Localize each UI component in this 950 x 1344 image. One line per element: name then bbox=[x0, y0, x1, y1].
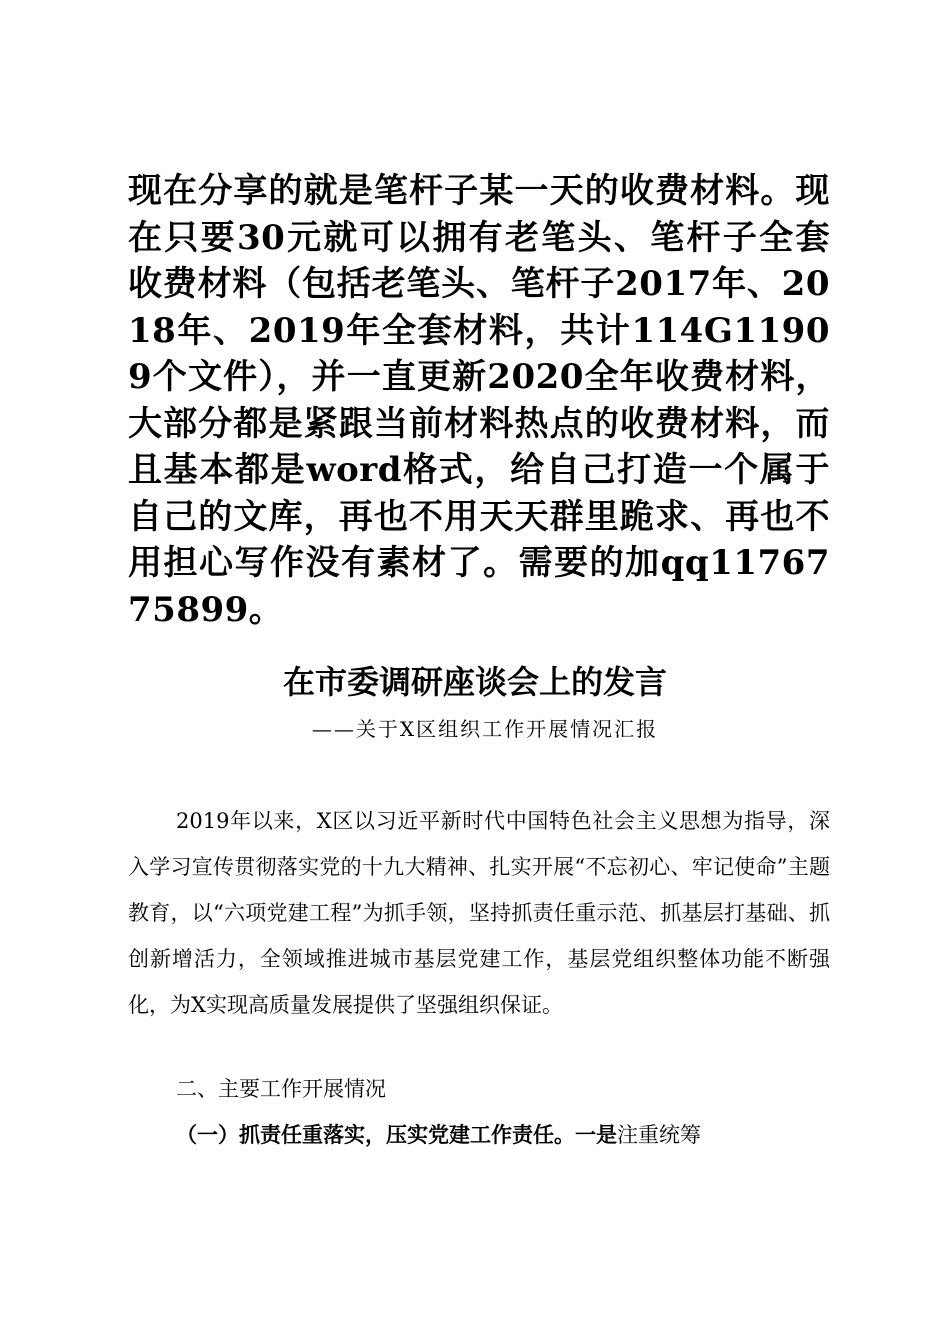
section-heading: 二、主要工作开展情况 bbox=[176, 1077, 386, 1101]
subsection-heading: （一）抓责任重落实，压实党建工作责任。 bbox=[176, 1122, 575, 1147]
document-subtitle: ——关于X区组织工作开展情况汇报 bbox=[311, 717, 659, 741]
intro-paragraph: 2019年以来，X区以习近平新时代中国特色社会主义思想为指导，深入学习宣传贯彻落实党的十九大精神、扎实开展“不忘初心、牢记使命”主题教育，以“六项党建工程”为抓手领，坚持抓责任重示范、抓基层打基础、抓创新增活力，全领域推进城市基层党建工作，基层党组织整体功能不断强化，为X实现高质量发展提供了坚强组织保证。 bbox=[128, 809, 830, 1017]
promo-paragraph: 现在分享的就是笔杆子某一天的收费材料。现在只要30元就可以拥有老笔头、笔杆子全套收费材料（包括老笔头、笔杆子2017年、2018年、2019年全套材料，共计114G11909个文件），并一直更新2020全年收费材料，大部分都是紧跟当前材料热点的收费材料，而且基本都是word格式，给自己打造一个属于自己的文库，再也不用天天群里跪求、再也不用担心写作没有素材了。需要的加qq1176775899。 bbox=[128, 171, 830, 630]
subsection-text: 注重统筹 bbox=[617, 1123, 701, 1147]
document-title: 在市委调研座谈会上的发言 bbox=[282, 663, 667, 701]
subsection-lead: 一是 bbox=[575, 1122, 617, 1147]
subsection-paragraph bbox=[128, 1112, 830, 1158]
